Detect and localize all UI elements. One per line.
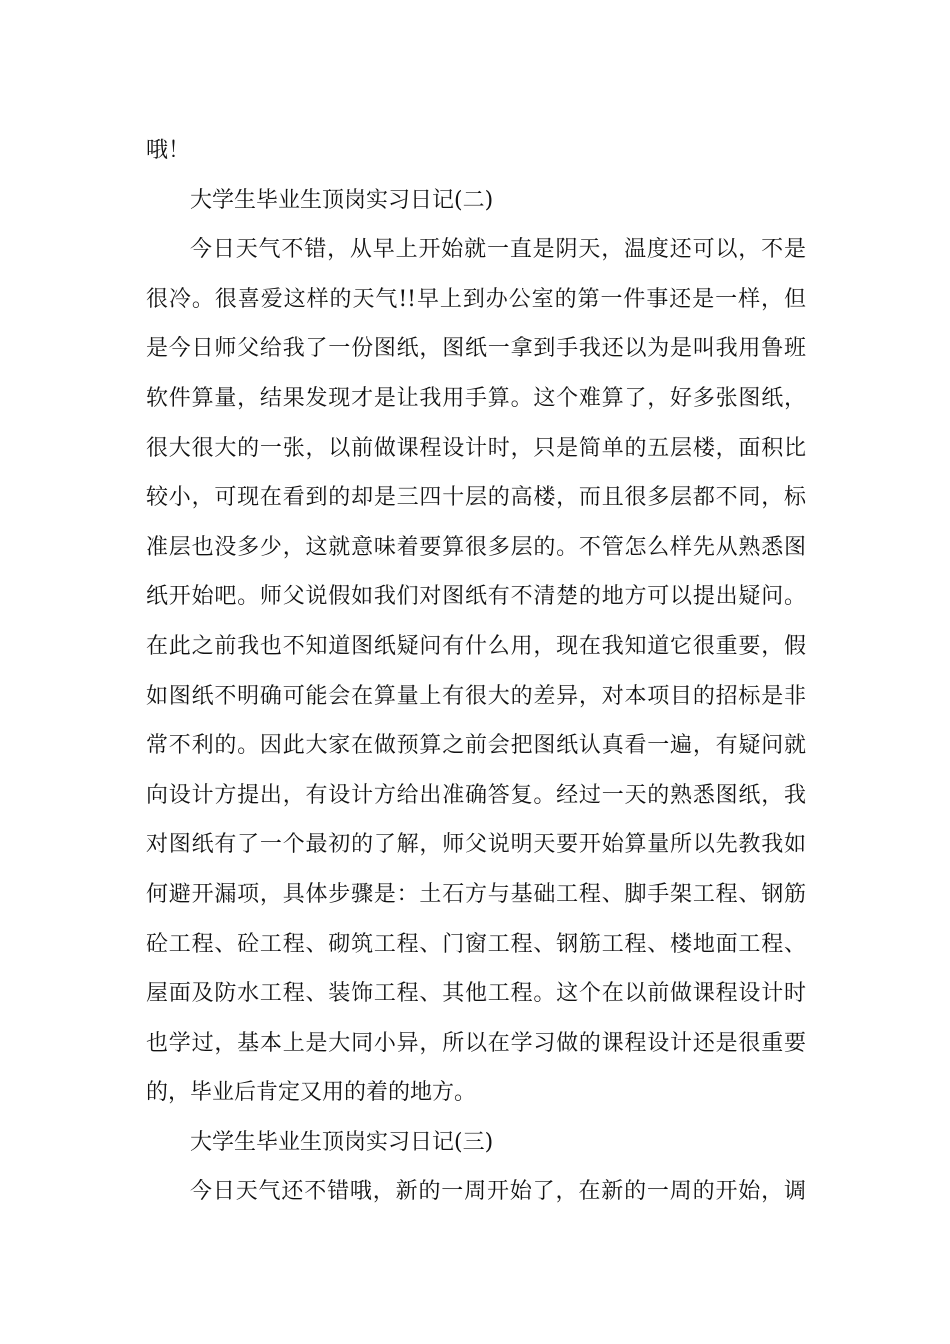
text-line: 今日天气不错，从早上开始就一直是阴天，温度还可以，不是	[190, 237, 806, 263]
text-line: 很冷。很喜爱这样的天气!!早上到办公室的第一件事还是一样，但	[146, 286, 806, 312]
text-line: 屋面及防水工程、装饰工程、其他工程。这个在以前做课程设计时	[146, 981, 806, 1007]
text-line: 软件算量，结果发现才是让我用手算。这个难算了，好多张图纸，	[146, 385, 806, 411]
text-line: 砼工程、砼工程、砌筑工程、门窗工程、钢筋工程、楼地面工程、	[146, 931, 806, 957]
text-line: 的，毕业后肯定又用的着的地方。	[146, 1080, 477, 1106]
text-line: 向设计方提出，有设计方给出准确答复。经过一天的熟悉图纸，我	[146, 782, 806, 808]
text-line: 今日天气还不错哦，新的一周开始了，在新的一周的开始，调	[190, 1179, 806, 1205]
document-page	[146, 126, 806, 1217]
text-line: 在此之前我也不知道图纸疑问有什么用，现在我知道它很重要，假	[146, 633, 806, 659]
text-line: 何避开漏项，具体步骤是：土石方与基础工程、脚手架工程、钢筋	[146, 881, 806, 907]
text-line: 大学生毕业生顶岗实习日记(三)	[190, 1129, 494, 1155]
text-line: 较小，可现在看到的却是三四十层的高楼，而且很多层都不同，标	[146, 485, 806, 511]
text-line: 对图纸有了一个最初的了解，师父说明天要开始算量所以先教我如	[146, 832, 806, 858]
text-line: 纸开始吧。师父说假如我们对图纸有不清楚的地方可以提出疑问。	[146, 584, 806, 610]
text-line: 常不利的。因此大家在做预算之前会把图纸认真看一遍，有疑问就	[146, 733, 806, 759]
text-line: 很大很大的一张，以前做课程设计时，只是简单的五层楼，面积比	[146, 435, 806, 461]
text-line: 哦！	[146, 138, 191, 163]
text-line: 准层也没多少，这就意味着要算很多层的。不管怎么样先从熟悉图	[146, 534, 806, 560]
text-line: 也学过，基本上是大同小异，所以在学习做的课程设计还是很重要	[146, 1030, 806, 1056]
text-line: 如图纸不明确可能会在算量上有很大的差异，对本项目的招标是非	[146, 683, 806, 709]
text-line: 大学生毕业生顶岗实习日记(二)	[190, 187, 494, 213]
text-line: 是今日师父给我了一份图纸，图纸一拿到手我还以为是叫我用鲁班	[146, 336, 806, 362]
